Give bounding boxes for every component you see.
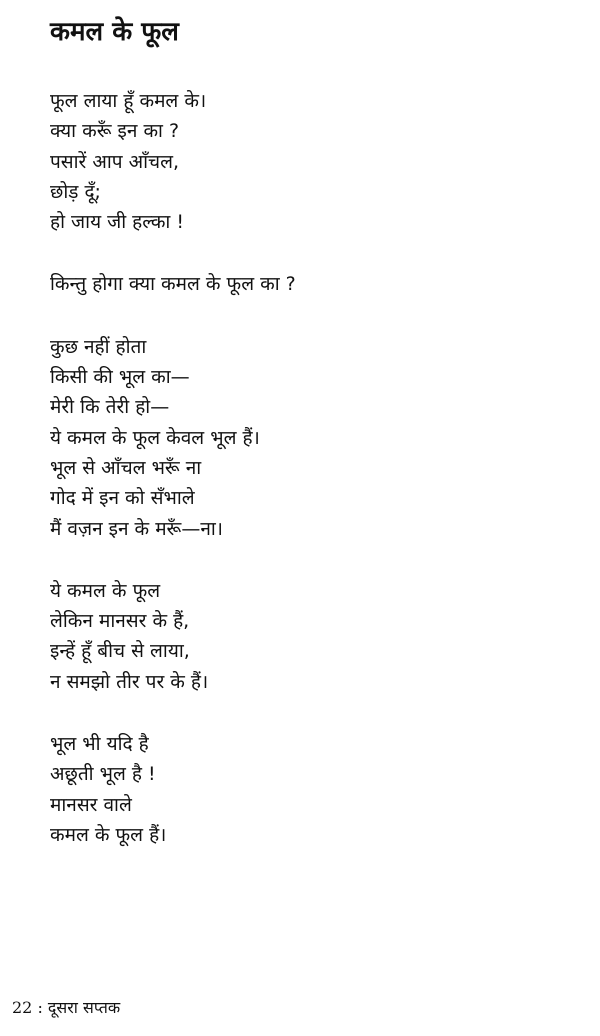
poem-line: लेकिन मानसर के हैं,	[50, 610, 190, 633]
poem-line: फूल लाया हूँ कमल के।	[50, 90, 207, 112]
poem-line: क्या करूँ इन का ?	[50, 120, 180, 143]
poem-line: इन्हें हूँ बीच से लाया,	[50, 640, 190, 663]
poem-line: अछूती भूल है !	[50, 763, 156, 786]
poem-line: मैं वज़न इन के मरूँ—ना।	[50, 517, 223, 540]
poem-line: कुछ नहीं होता	[50, 335, 147, 358]
stanza	[50, 269, 570, 299]
poem-line: किसी की भूल का—	[50, 366, 190, 389]
poem-line: मानसर वाले	[50, 793, 132, 816]
poem-line: किन्तु होगा क्या कमल के फूल का ?	[50, 273, 296, 296]
stanza	[50, 86, 570, 237]
poem-line: न समझो तीर पर के हैं।	[50, 670, 209, 693]
stanza	[50, 576, 570, 697]
poem-line: कमल के फूल हैं।	[50, 823, 167, 846]
poem-line: भूल भी यदि है	[50, 733, 149, 756]
poem-title: कमल के फूल	[50, 17, 179, 47]
poem-line: पसारें आप आँचल,	[50, 150, 180, 173]
poem-line: भूल से आँचल भरूँ ना	[50, 456, 202, 479]
poem-line: छोड़ दूँ;	[50, 180, 101, 203]
poem-line: मेरी कि तेरी हो—	[50, 396, 170, 419]
poem-body	[50, 86, 570, 882]
stanza	[50, 729, 570, 850]
stanza	[50, 332, 570, 544]
page-footer: 22 : दूसरा सप्तक	[12, 998, 121, 1017]
poem-line: ये कमल के फूल केवल भूल हैं।	[50, 426, 260, 449]
poem-line: ये कमल के फूल	[50, 579, 161, 602]
poem-line: हो जाय जी हल्का !	[50, 211, 185, 234]
poem-line: गोद में इन को सँभाले	[50, 487, 195, 510]
